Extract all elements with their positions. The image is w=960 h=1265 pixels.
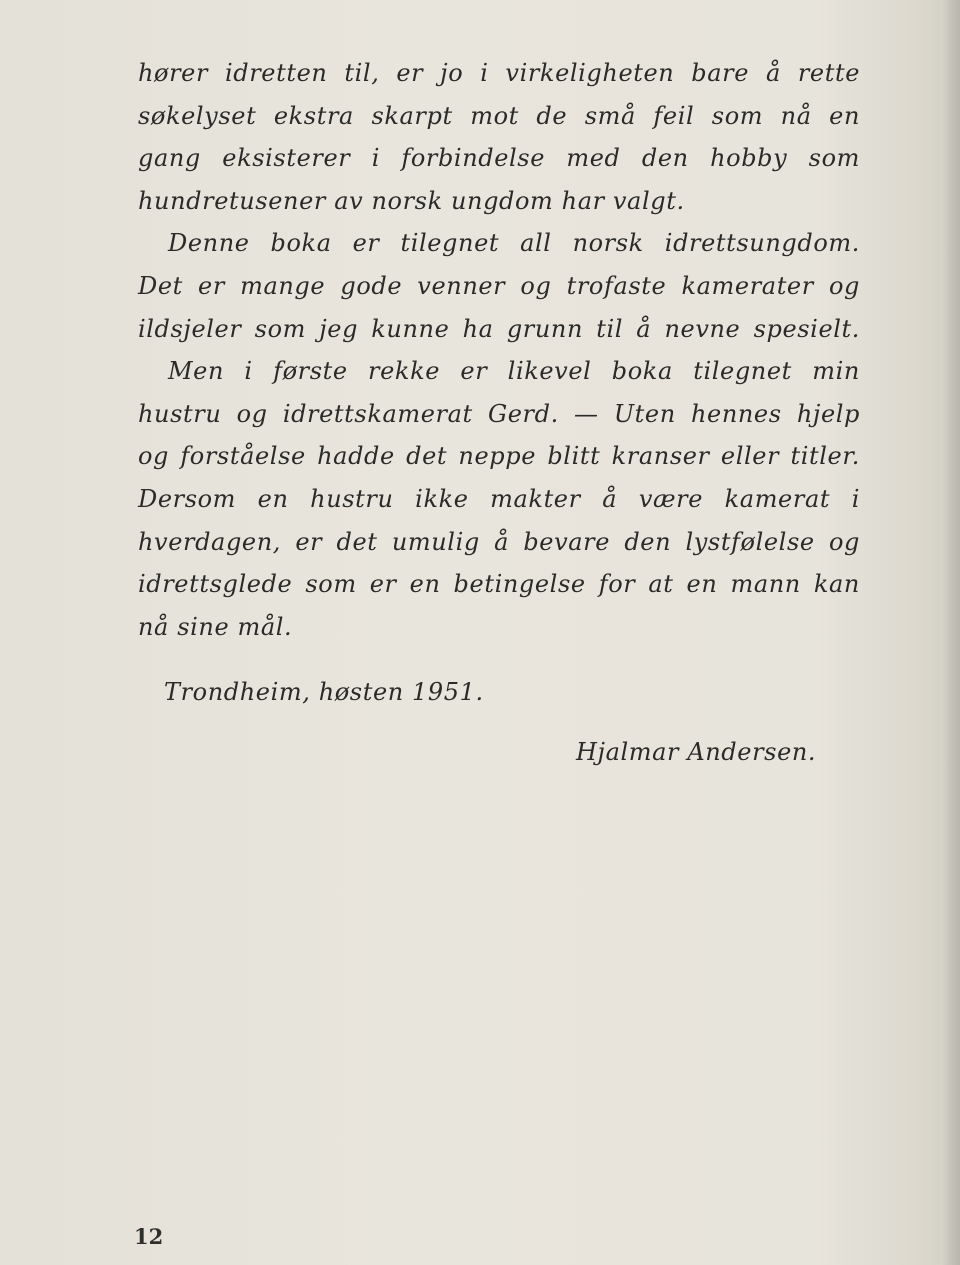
text-line: søkelyset ekstra skarpt mot de små feil som nå en <box>138 101 860 130</box>
body-text <box>138 52 860 648</box>
page-number: 12 <box>134 1224 164 1249</box>
text-line: nå sine mål. <box>138 612 293 641</box>
text-line: Men i første rekke er likevel boka tilegnet min <box>168 357 860 386</box>
text-line: og forståelse hadde det neppe blitt kranser eller titler. <box>138 442 860 471</box>
text-line: Det er mange gode venner og trofaste kamerater og <box>138 271 860 300</box>
author-signature: Hjalmar Andersen. <box>576 738 817 766</box>
place-and-date: Trondheim, høsten 1951. <box>164 678 484 706</box>
text-line: hustru og idrettskamerat Gerd. — Uten hennes hjelp <box>138 399 860 428</box>
text-line: Dersom en hustru ikke makter å være kamerat i <box>138 484 860 513</box>
text-line: ildsjeler som jeg kunne ha grunn til å nevne spesielt. <box>138 314 860 343</box>
text-line: idrettsglede som er en betingelse for at en mann kan <box>138 570 860 599</box>
text-line: Denne boka er tilegnet all norsk idrettsungdom. <box>168 229 860 258</box>
text-line: hører idretten til, er jo i virkeligheten bare å rette <box>138 59 860 87</box>
text-line: hverdagen, er det umulig å bevare den lystfølelse og <box>138 527 860 556</box>
text-line: hundretusener av norsk ungdom har valgt. <box>138 186 685 215</box>
page-edge-shadow <box>942 0 960 1265</box>
text-line: gang eksisterer i forbindelse med den hobby som <box>138 144 860 173</box>
